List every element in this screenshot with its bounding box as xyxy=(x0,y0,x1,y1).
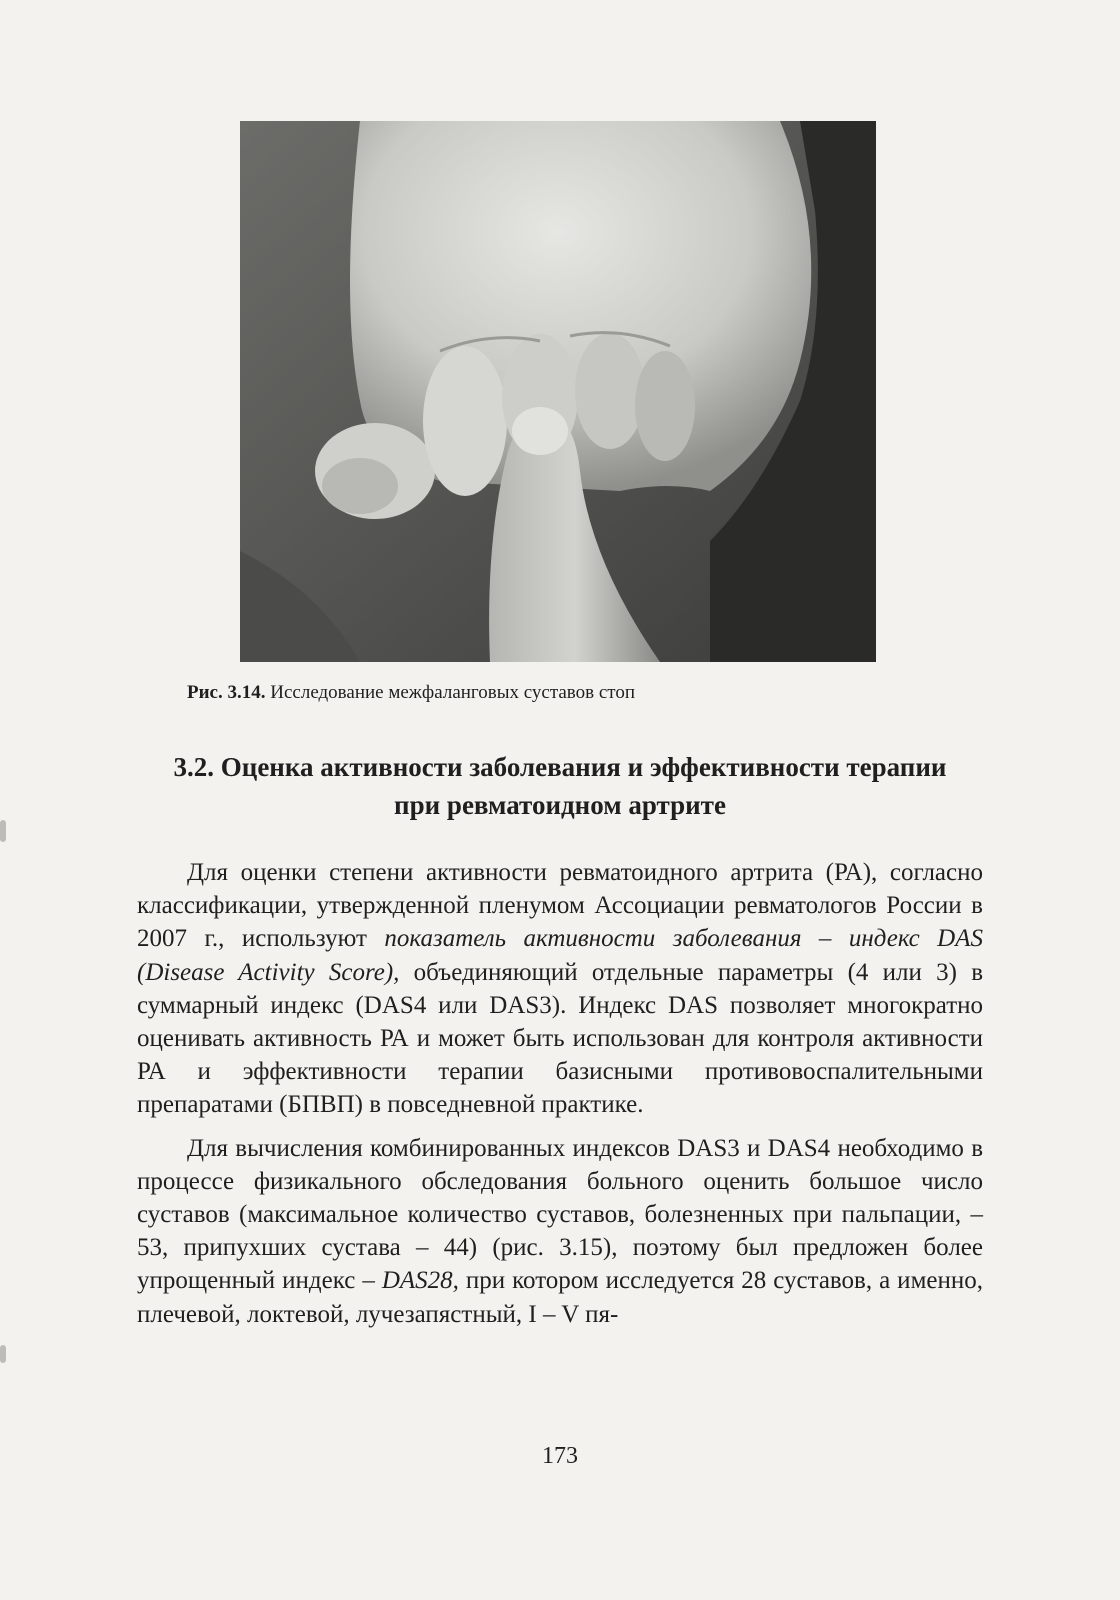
paragraph-2-emphasis: DAS28, xyxy=(381,1267,459,1295)
paragraph-1-text-b: объединяющий отдельные параметры (4 или 3) в суммарный индекс (DAS4 или DAS3). Индекс DAS позволяет многократно оценивать активность РА и может быть использован для контроля активности РА и эффективности терапии базисными противовоспалительными препаратами (БПВП) в повседневной практике. xyxy=(137,958,983,1119)
figure-caption-text: Исследование межфаланговых суставов стоп xyxy=(270,682,636,703)
figure-label: Рис. 3.14. xyxy=(187,682,266,703)
paragraph-1-text-a: Для оценки степени активности ревматоидного артрита (РА), согласно классификации, утвержденной пленумом Ассоциации ревматологов России в 2007 г., используют xyxy=(137,859,983,953)
paragraph-1-emphasis: показатель активности заболевания – индекс DAS (Disease Activity Score), xyxy=(137,925,983,986)
section-heading-line-1: 3.2. Оценка активности заболевания и эффективности терапии xyxy=(173,752,947,782)
paragraph-2-text-b: при котором исследуется 28 суставов, а именно, плечевой, локтевой, лучезапястный, I – V пя- xyxy=(137,1267,983,1328)
scan-artifact xyxy=(0,1345,6,1363)
scan-artifact xyxy=(0,820,6,842)
figure-caption xyxy=(187,680,947,706)
section-heading-line-2: при ревматоидном артрите xyxy=(394,790,726,820)
paragraph-2-text-a: Для вычисления комбинированных индексов DAS3 и DAS4 необходимо в процессе физикального обследования больного оценить большое число суставов (максимальное количество суставов, болезненных при пальпации, – 53, припухших сустава – 44) (рис. 3.15), поэтому был предложен более упрощенный индекс – xyxy=(137,1134,983,1295)
paragraph-2 xyxy=(137,1132,983,1331)
photo-illustration xyxy=(240,121,876,662)
figure-photo-foot-examination xyxy=(240,121,876,662)
section-heading xyxy=(130,748,990,824)
body-text xyxy=(137,856,983,1331)
paragraph-1 xyxy=(137,856,983,1122)
page-number: 173 xyxy=(542,1443,578,1469)
